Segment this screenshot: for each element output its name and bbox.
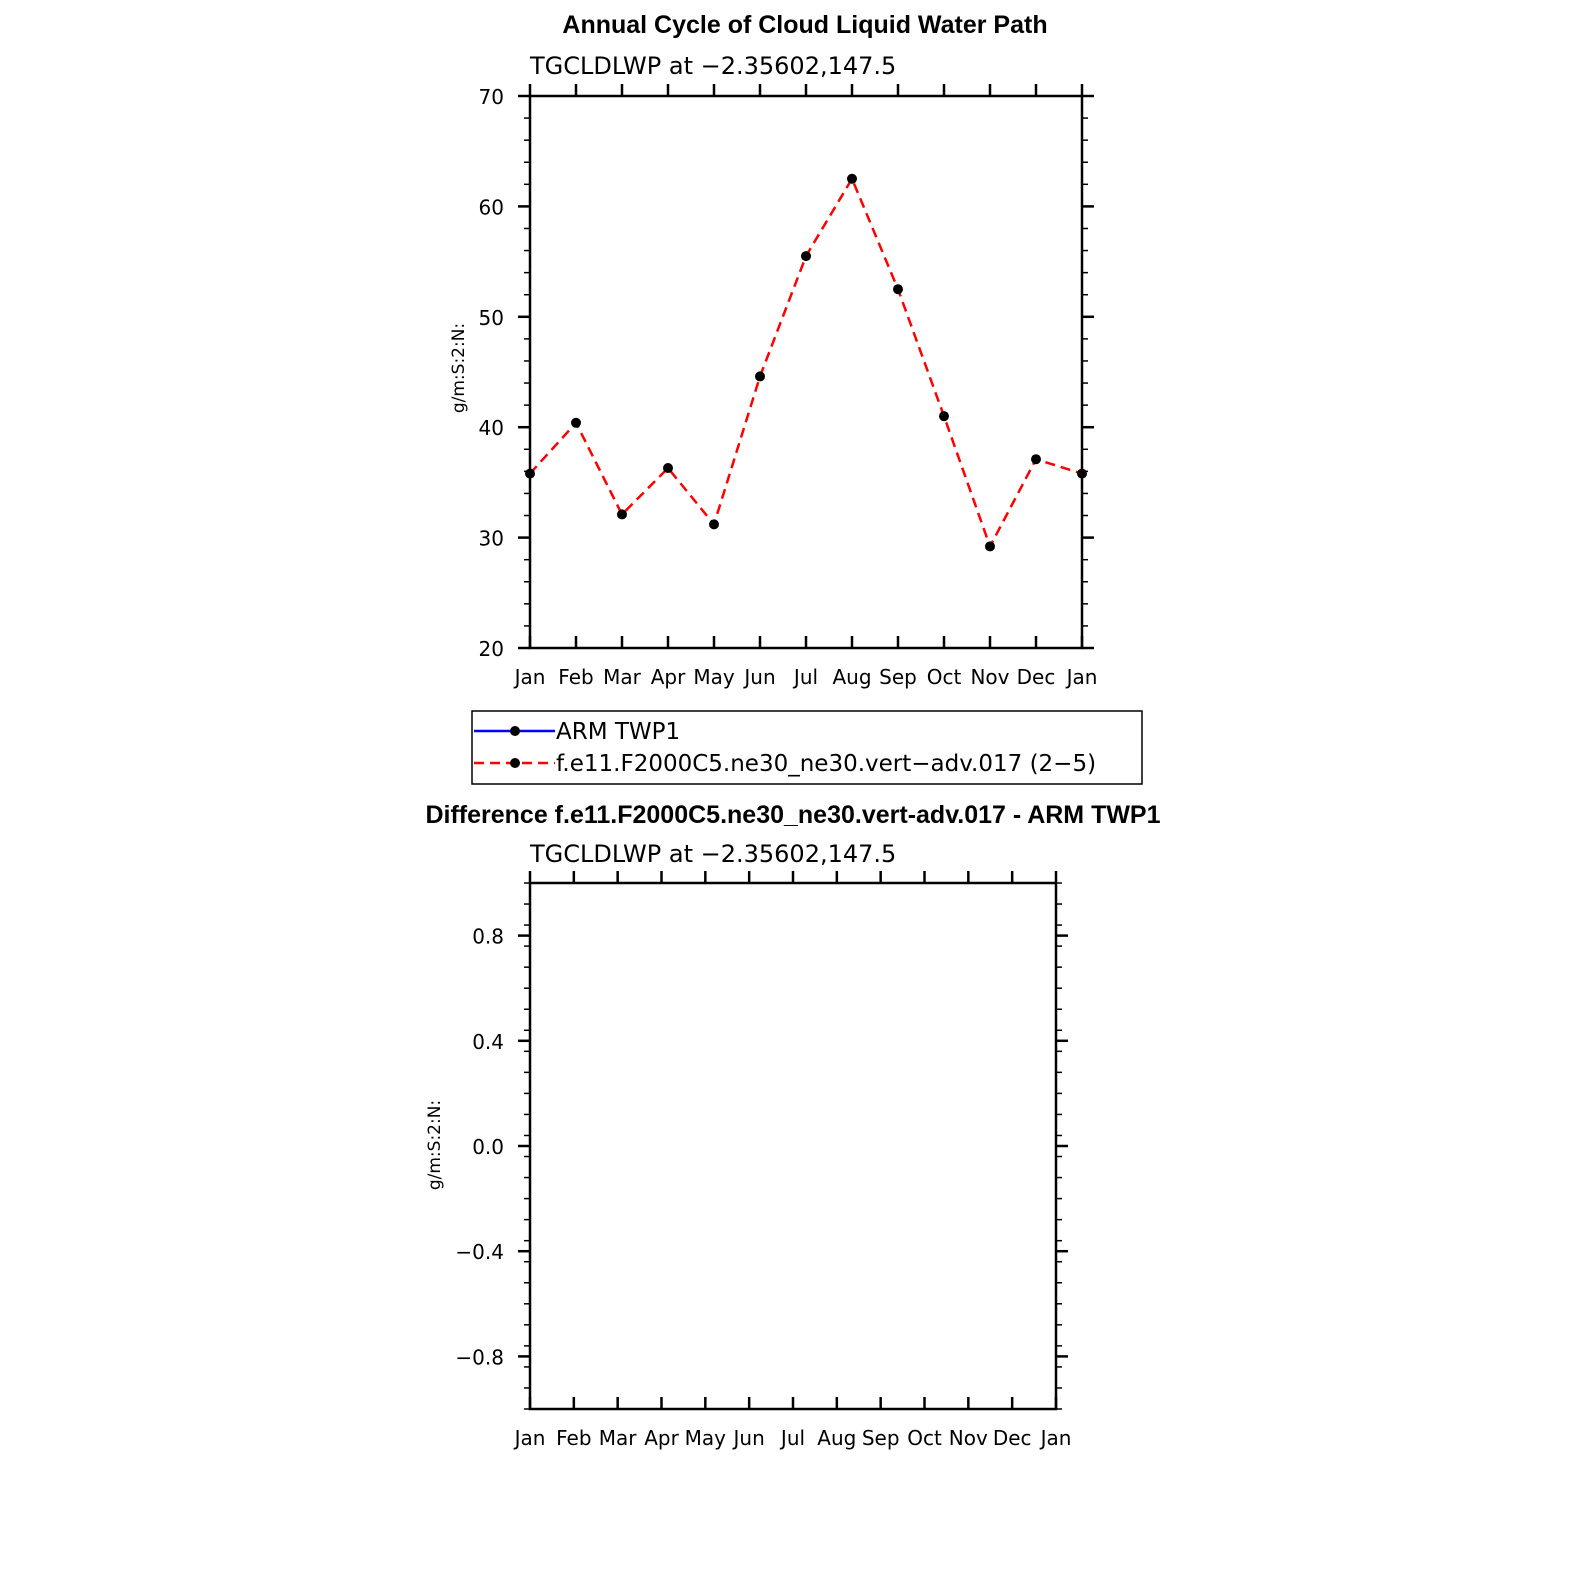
panel2-xtick-label: May bbox=[684, 1426, 727, 1450]
legend-item-model bbox=[474, 751, 1096, 777]
panel1-data-point bbox=[939, 411, 949, 421]
panel2-ytick-labels bbox=[455, 925, 504, 1370]
panel1-ylabel: g/m:S:2:N: bbox=[449, 322, 469, 414]
panel1-series bbox=[525, 174, 1087, 552]
panel1-ytick-labels bbox=[479, 85, 504, 661]
panel2-ytick-label: 0.4 bbox=[472, 1029, 504, 1054]
panel1-data-point bbox=[1077, 469, 1087, 479]
panel2-subtitle: TGCLDLWP at −2.35602,147.5 bbox=[530, 840, 897, 868]
panel2-xtick-label: Feb bbox=[556, 1426, 592, 1450]
panel1-xtick-label: Mar bbox=[603, 665, 641, 689]
panel2-xtick-labels bbox=[513, 1426, 1072, 1450]
panel2-xtick-label: Oct bbox=[907, 1426, 942, 1450]
panel1-subtitle: TGCLDLWP at −2.35602,147.5 bbox=[530, 52, 897, 80]
panel1-data-point bbox=[1031, 454, 1041, 464]
panel1-data-point bbox=[571, 418, 581, 428]
panel2-title: Difference f.e11.F2000C5.ne30_ne30.vert-adv.017 - ARM TWP1 bbox=[425, 801, 1161, 829]
panel1-data-point bbox=[617, 509, 627, 519]
panel1-ytick-label: 70 bbox=[478, 85, 504, 109]
panel1-xtick-label: Jun bbox=[744, 665, 776, 689]
legend-label-arm: ARM TWP1 bbox=[556, 719, 681, 745]
panel2-ylabel: g/m:S:2:N: bbox=[425, 1099, 445, 1191]
panel2-xtick-label: Jun bbox=[733, 1426, 765, 1450]
panel1-xtick-labels bbox=[513, 665, 1098, 689]
panel1-data-point bbox=[847, 174, 857, 184]
panel2-plot-frame bbox=[530, 883, 1056, 1409]
panel1-xtick-label: Apr bbox=[650, 665, 686, 689]
panel2-xtick-label: Jul bbox=[780, 1426, 806, 1450]
legend-label-model: f.e11.F2000C5.ne30_ne30.vert−adv.017 (2−5) bbox=[556, 751, 1097, 777]
legend bbox=[472, 711, 1142, 784]
panel1-xtick-label: Aug bbox=[832, 665, 872, 689]
panel2-xtick-label: Nov bbox=[948, 1426, 988, 1450]
panel2-xtick-label: Mar bbox=[598, 1426, 637, 1450]
panel2-ticks bbox=[518, 871, 1068, 1409]
panel1-data-point bbox=[755, 371, 765, 381]
panel1-data-point bbox=[985, 541, 995, 551]
panel-difference bbox=[425, 801, 1161, 1450]
panel1-data-point bbox=[663, 463, 673, 473]
panel1-xtick-label: Nov bbox=[970, 665, 1010, 689]
panel2-xtick-label: Dec bbox=[992, 1426, 1032, 1450]
panel1-title: Annual Cycle of Cloud Liquid Water Path bbox=[562, 11, 1048, 39]
panel2-xtick-label: Sep bbox=[861, 1426, 900, 1450]
panel1-xtick-label: May bbox=[693, 665, 735, 689]
panel2-xtick-label: Jan bbox=[514, 1426, 546, 1450]
panel1-ytick-label: 30 bbox=[478, 526, 504, 551]
panel1-ytick-label: 20 bbox=[478, 637, 504, 661]
legend-marker-model bbox=[510, 758, 520, 768]
panel2-ytick-label: 0.8 bbox=[472, 924, 504, 949]
panel1-data-point bbox=[709, 519, 719, 529]
panel1-ytick-label: 40 bbox=[478, 416, 504, 441]
panel1-ticks bbox=[518, 84, 1094, 648]
panel2-xtick-label: Aug bbox=[817, 1426, 857, 1450]
panel2-xtick-label: Jan bbox=[1040, 1426, 1072, 1450]
panel2-xtick-label: Apr bbox=[644, 1426, 679, 1450]
panel2-ytick-label: 0.0 bbox=[472, 1135, 504, 1159]
panel2-ytick-label: −0.8 bbox=[455, 1345, 504, 1370]
panel1-ytick-label: 60 bbox=[478, 195, 504, 220]
panel1-plot-frame bbox=[530, 96, 1082, 648]
panel1-xtick-label: Jan bbox=[1066, 665, 1098, 689]
panel1-data-point bbox=[801, 251, 811, 261]
panel1-xtick-label: Sep bbox=[879, 665, 917, 689]
panel1-ytick-label: 50 bbox=[478, 305, 504, 330]
panel-annual-cycle bbox=[449, 11, 1097, 689]
panel2-ytick-label: −0.4 bbox=[455, 1240, 504, 1265]
panel1-series-line-1 bbox=[530, 179, 1082, 547]
legend-marker-arm bbox=[510, 726, 520, 736]
panel1-data-point bbox=[525, 469, 535, 479]
panel1-xtick-label: Dec bbox=[1016, 665, 1056, 689]
panel1-data-point bbox=[893, 284, 903, 294]
panel1-xtick-label: Jan bbox=[514, 665, 546, 689]
panel1-xtick-label: Jul bbox=[793, 665, 819, 689]
panel1-xtick-label: Oct bbox=[926, 665, 962, 689]
panel1-xtick-label: Feb bbox=[558, 665, 594, 689]
